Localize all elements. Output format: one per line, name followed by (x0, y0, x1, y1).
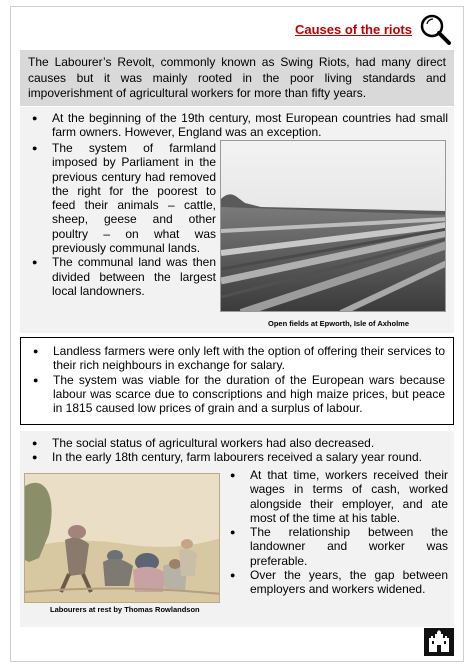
list-item: ● The system was viable for the duration of the European wars because labour was scarce due to conscriptions and high maize prices, but peace in 1815 caused low prices of grain and a surplus of labour. (29, 373, 445, 416)
list-item: ● Over the years, the gap between employers and workers widened. (226, 568, 448, 597)
landless-list (29, 344, 445, 415)
list-item: ● The communal land was then divided between the largest local landowners. (28, 255, 216, 298)
intro-box (20, 50, 454, 106)
farmland-list (28, 141, 216, 298)
list-item: ● The system of farmland imposed by Parliament in the previous century had removed the right for the poorest to feed their animals – cattle, sheep, geese and other poultry – on what was previously communal lands. (28, 141, 216, 255)
list-item: ● In the early 18th century, farm labourers received a salary year round. (28, 450, 448, 464)
section-social-status (20, 431, 454, 627)
labourers-painting (24, 473, 220, 603)
list-item: ● The relationship between the landowner and worker was preferable. (226, 525, 448, 568)
list-item: ● Landless farmers were only left with the option of offering their services to their rich neighbours in exchange for salary. (29, 344, 445, 373)
image-caption: Labourers at rest by Thomas Rowlandson (50, 605, 200, 614)
wages-list (226, 468, 448, 597)
list-item: ● The social status of agricultural workers had also decreased. (28, 436, 448, 450)
castle-icon (424, 628, 454, 656)
section-landless-farmers (20, 337, 454, 425)
intro-text: The Labourer’s Revolt, commonly known as Swing Riots, had many direct causes but it was mainly rooted in the poor living standards and impoverishment of agricultural workers for more than fifty years. (28, 55, 446, 100)
page-title: Causes of the riots (294, 22, 412, 37)
farmland-intro-list (28, 111, 448, 140)
section-farmland (20, 107, 454, 333)
image-caption: Open fields at Epworth, Isle of Axholme (268, 319, 409, 328)
list-item: ● At that time, workers received their wages in terms of cash, worked alongside their employer, and ate most of the time at his table. (226, 468, 448, 525)
social-status-list (28, 436, 448, 465)
magnifier-icon (418, 12, 452, 46)
open-fields-photo (220, 140, 446, 312)
list-item: ● At the beginning of the 19th century, most European countries had small farm owners. However, England was an exception. (28, 111, 448, 140)
